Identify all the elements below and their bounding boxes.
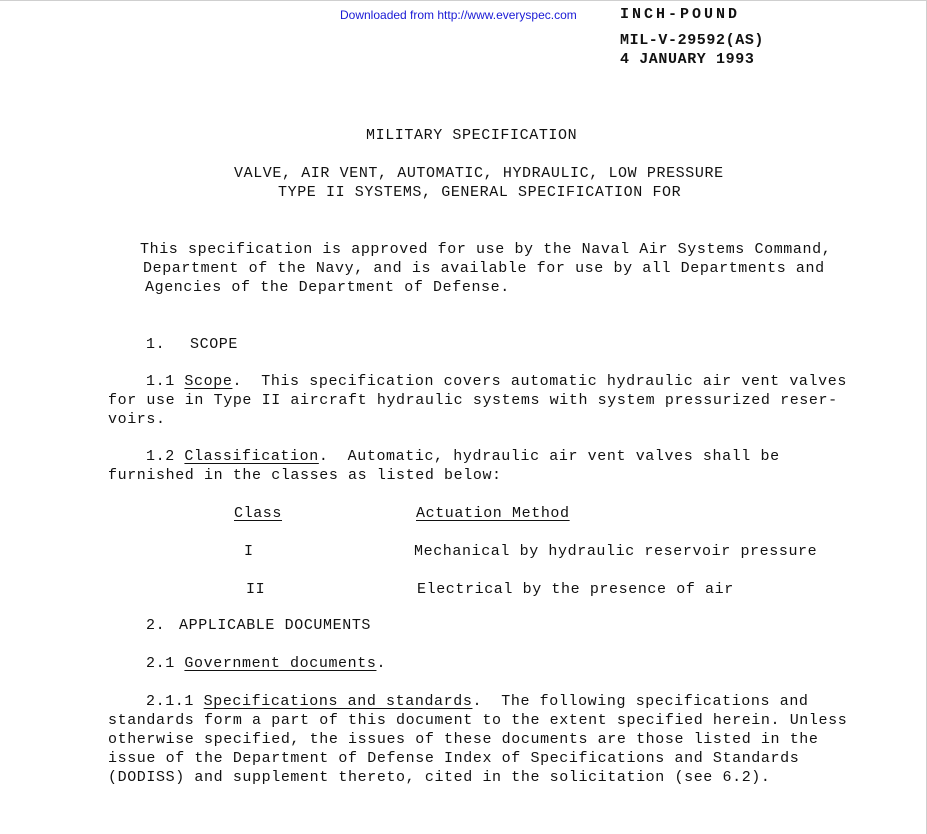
table-header-class: Class	[234, 505, 283, 522]
table-cell-class: I	[244, 543, 254, 560]
inch-pound-label: INCH-POUND	[620, 6, 741, 23]
document-id: MIL-V-29592(AS)	[620, 32, 765, 49]
approval-line: Agencies of the Department of Defense.	[145, 279, 510, 296]
paragraph-number: 2.1	[146, 655, 175, 672]
paragraph-1-2-line	[146, 448, 780, 466]
paragraph-title: Government documents	[184, 655, 377, 672]
table-cell-actuation: Electrical by the presence of air	[417, 581, 734, 598]
table-header-actuation: Actuation Method	[416, 505, 570, 522]
paragraph-text: .	[376, 655, 387, 672]
approval-line: This specification is approved for use by the Naval Air Systems Command,	[140, 241, 832, 258]
download-note: Downloaded from http://www.everyspec.com	[340, 8, 577, 22]
paragraph-1-1-line	[146, 373, 847, 391]
paragraph-title: Scope	[184, 373, 233, 390]
paragraph-text: . Automatic, hydraulic air vent valves shall be	[318, 448, 780, 465]
section-number: 2.	[146, 617, 166, 634]
table-cell-class: II	[246, 581, 266, 598]
paragraph-title: Specifications and standards	[203, 693, 473, 710]
paragraph-text: issue of the Department of Defense Index of Specifications and Standards	[108, 750, 800, 767]
paragraph-2-1-line	[146, 655, 386, 673]
section-heading-applicable-documents: APPLICABLE DOCUMENTS	[179, 617, 372, 634]
paragraph-number: 1.1	[146, 373, 175, 390]
spec-title-line2: TYPE II SYSTEMS, GENERAL SPECIFICATION FOR	[278, 184, 682, 201]
paragraph-text: otherwise specified, the issues of these documents are those listed in the	[108, 731, 819, 748]
paragraph-text: voirs.	[108, 411, 166, 428]
approval-line: Department of the Navy, and is available for use by all Departments and	[143, 260, 825, 277]
paragraph-text: . This specification covers automatic hydraulic air vent valves	[232, 373, 847, 390]
spec-kind-title: MILITARY SPECIFICATION	[366, 127, 578, 144]
paragraph-text: standards form a part of this document to the extent specified herein. Unless	[108, 712, 848, 729]
paragraph-number: 1.2	[146, 448, 175, 465]
section-number: 1.	[146, 336, 166, 353]
spec-title-line1: VALVE, AIR VENT, AUTOMATIC, HYDRAULIC, LOW PRESSURE	[234, 165, 724, 182]
table-cell-actuation: Mechanical by hydraulic reservoir pressure	[414, 543, 818, 560]
paragraph-text: . The following specifications and	[472, 693, 809, 710]
paragraph-title: Classification	[184, 448, 319, 465]
paragraph-text: for use in Type II aircraft hydraulic systems with system pressurized reser-	[108, 392, 838, 409]
paragraph-number: 2.1.1	[146, 693, 195, 710]
page-top-border	[0, 0, 927, 1]
paragraph-text: (DODISS) and supplement thereto, cited in the solicitation (see 6.2).	[108, 769, 771, 786]
paragraph-text: furnished in the classes as listed below:	[108, 467, 502, 484]
section-heading-scope: SCOPE	[190, 336, 239, 353]
document-date: 4 JANUARY 1993	[620, 51, 755, 68]
paragraph-2-1-1-line	[146, 693, 809, 711]
